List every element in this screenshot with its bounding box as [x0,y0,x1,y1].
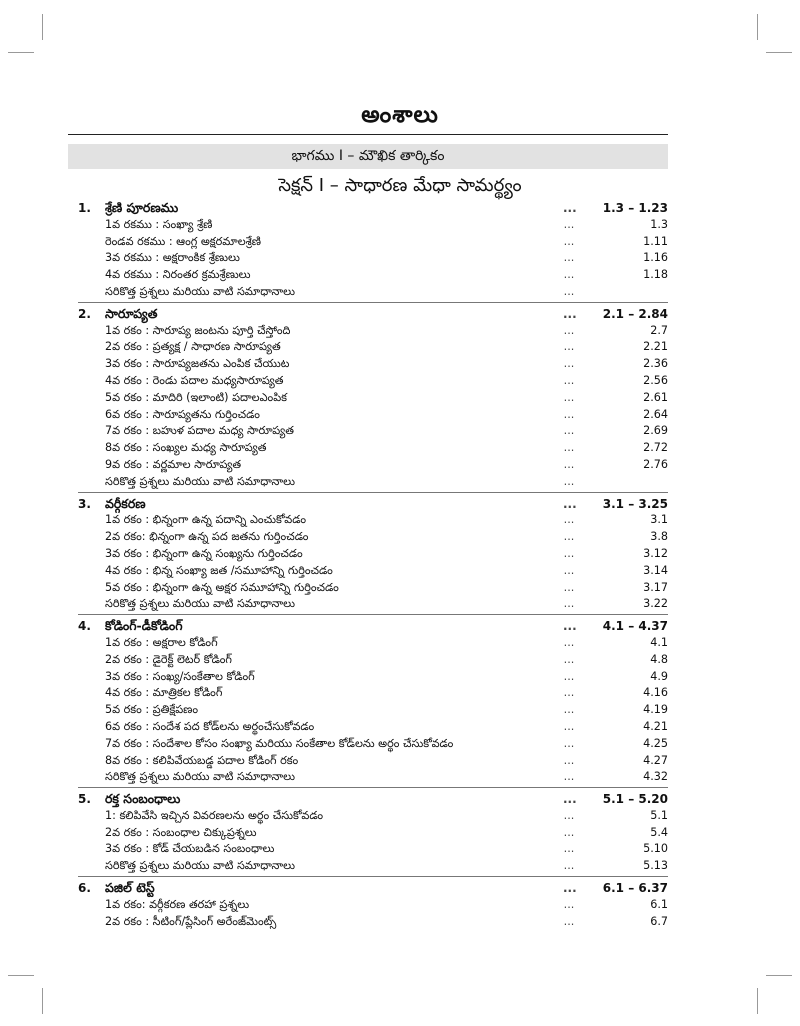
item-page: 2.76 [643,457,668,471]
chapter-page-range: 4.1 – 4.37 [602,619,668,634]
item-title: 7వ రకం : సందేశాల కోసం సంఖ్యా మరియు సంకేతాల కోడ్‌లను అర్థం చేసుకోవడం [105,736,454,750]
item-title: 3వ రకం : సంఖ్య/సంకేతాల కోడింగ్ [105,669,255,683]
item-page: 2.36 [643,357,668,371]
item-title: 6వ రకం : సారూప్యతను గుర్తించడం [105,407,260,421]
crop-mark [8,975,34,976]
chapter-divider [78,302,668,303]
part-heading: భాగము I – మౌఖిక తార్కికం [68,144,668,169]
item-title: 1: కలిపివేసి ఇచ్చిన వివరణలను అర్థం చేసుకోవడం [105,808,324,822]
item-title: 5వ రకం : మాదిరి (ఇలాంటి) పదాలఎంపిక [105,390,288,404]
leader-dots: ... [563,686,575,700]
toc-item-row [78,323,668,340]
leader-dots: ... [563,881,577,896]
leader-dots: ... [563,914,575,928]
toc-item-row [78,635,668,652]
leader-dots: ... [563,652,575,666]
item-title: 6వ రకం : సందేశ పద కోడ్‌లను అర్థంచేసుకోవడం [105,719,315,733]
leader-dots: ... [563,753,575,767]
leader-dots: ... [563,619,577,634]
leader-dots: ... [563,268,575,282]
item-page: 4.16 [643,686,668,700]
chapter-title: వర్గీకరణ [105,495,146,511]
toc-item-row [78,563,668,580]
leader-dots: ... [563,407,575,421]
item-page: 2.56 [643,373,668,387]
item-title: 7వ రకం : బహుళ పదాల మధ్య సారూప్యత [105,424,294,438]
toc-item-row [78,736,668,753]
item-title: 1వ రకం: వర్గీకరణ తరహా ప్రశ్నలు [105,897,250,911]
chapter-number: 2. [78,306,91,321]
item-page: 3.17 [643,580,668,594]
item-title: సరికొత్త ప్రశ్నలు మరియు వాటి సమాధానాలు [105,859,295,873]
crop-mark [42,988,43,1014]
item-title: 1వ రకం : భిన్నంగా ఉన్న పదాన్ని ఎంచుకోవడం [105,513,307,527]
item-title: 5వ రకం : భిన్నంగా ఉన్న అక్షర సమూహాన్ని గుర్తించడం [105,580,339,594]
item-page: 2.7 [650,323,668,337]
item-title: 2వ రకం : డైరెక్ట్ లెటర్ కోడింగ్ [105,652,232,666]
section-heading: సెక్షన్ I – సాధారణ మేధా సామర్థ్యం [278,175,522,196]
leader-dots: ... [563,513,575,527]
toc-item-row [78,474,668,491]
leader-dots: ... [563,546,575,560]
item-title: 5వ రకం : ప్రతిక్షేపణం [105,703,199,717]
item-title: 3వ రకం : కోడ్ చేయబడిన సంబంధాలు [105,842,275,856]
leader-dots: ... [563,597,575,611]
leader-dots: ... [563,808,575,822]
item-page: 4.8 [650,652,668,666]
leader-dots: ... [563,457,575,471]
toc-chapter-row [78,618,668,635]
item-title: 3వ రకం : సారూప్యజతను ఎంపిక చేయుట [105,357,290,371]
item-page: 5.13 [643,859,668,873]
item-page: 6.1 [650,897,668,911]
item-title: 1వ రకము : సంఖ్యా శ్రేణి [105,217,213,231]
toc-item-row [78,546,668,563]
leader-dots: ... [563,897,575,911]
item-page: 3.8 [650,530,668,544]
toc-item-row [78,423,668,440]
chapter-number: 5. [78,792,91,807]
leader-dots: ... [563,703,575,717]
leader-dots: ... [563,736,575,750]
leader-dots: ... [563,474,575,488]
leader-dots: ... [563,635,575,649]
toc-item-row [78,825,668,842]
item-page: 5.10 [643,842,668,856]
leader-dots: ... [563,842,575,856]
item-title: 4వ రకం : రెండు పదాల మధ్యసారూప్యత [105,373,284,387]
toc-item-row [78,841,668,858]
toc-item-row [78,753,668,770]
toc-item-row [78,284,668,301]
leader-dots: ... [563,234,575,248]
toc-item-row [78,652,668,669]
leader-dots: ... [563,563,575,577]
toc-item-row [78,390,668,407]
leader-dots: ... [563,340,575,354]
leader-dots: ... [563,441,575,455]
toc-chapter-row [78,200,668,217]
toc-item-row [78,858,668,875]
item-page: 2.21 [643,340,668,354]
crop-mark [757,988,758,1014]
toc-item-row [78,217,668,234]
toc-chapter-row [78,496,668,513]
item-title: 3వ రకము : అక్షరాంకిక శ్రేణులు [105,251,240,265]
item-title: 2వ రకం: భిన్నంగా ఉన్న పద జతను గుర్తించడం [105,530,309,544]
chapter-divider [78,614,668,615]
toc-item-row [78,719,668,736]
toc-item-row [78,914,668,931]
item-page: 1.16 [643,251,668,265]
toc-chapter-row [78,791,668,808]
item-page: 3.22 [643,597,668,611]
toc-item-row [78,339,668,356]
leader-dots: ... [563,669,575,683]
chapter-number: 3. [78,496,91,511]
item-title: సరికొత్త ప్రశ్నలు మరియు వాటి సమాధానాలు [105,770,295,784]
toc-item-row [78,808,668,825]
item-title: రెండవ రకము : ఆంగ్ల అక్షరమాలశ్రేణి [105,234,262,248]
toc-item-row [78,529,668,546]
chapter-number: 1. [78,201,91,215]
item-page: 2.72 [643,441,668,455]
item-page: 4.27 [643,753,668,767]
item-page: 3.14 [643,563,668,577]
toc-item-row [78,580,668,597]
toc-item-row [78,234,668,251]
chapter-title: కోడింగ్-డీకోడింగ్ [105,618,183,634]
leader-dots: ... [563,496,577,511]
toc-item-row [78,267,668,284]
item-title: 2వ రకం : సంబంధాల చిక్కుప్రశ్నలు [105,825,257,839]
toc-item-row [78,373,668,390]
item-page: 5.1 [650,808,668,822]
item-page: 1.11 [643,234,668,248]
toc-chapter-row [78,880,668,897]
item-page: 2.64 [643,407,668,421]
item-page: 2.61 [643,390,668,404]
toc-item-row [78,457,668,474]
toc-item-row [78,685,668,702]
leader-dots: ... [563,217,575,231]
leader-dots: ... [563,357,575,371]
chapter-divider [78,492,668,493]
chapter-title: సారూప్యత [105,305,158,321]
item-title: 2వ రకం : సీటింగ్/ప్లేసింగ్ అరేంజ్‌మెంట్స్ [105,914,277,928]
crop-mark [8,52,34,53]
item-title: సరికొత్త ప్రశ్నలు మరియు వాటి సమాధానాలు [105,474,295,488]
toc-item-row [78,702,668,719]
toc-item-row [78,897,668,914]
page-title: అంశాలు [361,102,439,128]
leader-dots: ... [563,201,577,215]
leader-dots: ... [563,284,575,298]
crop-mark [766,52,792,53]
item-page: 4.25 [643,736,668,750]
item-page: 3.12 [643,546,668,560]
title-divider [68,134,668,135]
item-title: సరికొత్త ప్రశ్నలు మరియు వాటి సమాధానాలు [105,284,295,298]
crop-mark [42,14,43,40]
item-page: 4.32 [643,770,668,784]
leader-dots: ... [563,580,575,594]
leader-dots: ... [563,825,575,839]
toc-item-row [78,596,668,613]
toc-item-row [78,440,668,457]
item-page: 4.9 [650,669,668,683]
item-page: 4.1 [650,635,668,649]
leader-dots: ... [563,792,577,807]
chapter-title: రక్త సంబంధాలు [105,791,181,807]
toc-chapter-row [78,306,668,323]
item-page: 4.19 [643,703,668,717]
item-title: 4వ రకము : నిరంతర క్రమశ్రేణులు [105,268,251,282]
leader-dots: ... [563,770,575,784]
crop-mark [766,975,792,976]
leader-dots: ... [563,719,575,733]
leader-dots: ... [563,390,575,404]
item-title: 4వ రకం : భిన్న సంఖ్యా జత /సమూహాన్ని గుర్తించడం [105,563,333,577]
item-title: సరికొత్త ప్రశ్నలు మరియు వాటి సమాధానాలు [105,597,295,611]
crop-mark [757,14,758,40]
chapter-title: శ్రేణి పూరణము [105,200,179,215]
leader-dots: ... [563,530,575,544]
item-title: 1వ రకం : సారూప్య జంటను పూర్తి చేస్తోంది [105,323,291,337]
leader-dots: ... [563,323,575,337]
item-page: 1.3 [650,217,668,231]
item-page: 5.4 [650,825,668,839]
leader-dots: ... [563,306,577,321]
toc-item-row [78,356,668,373]
chapter-page-range: 1.3 – 1.23 [602,201,668,215]
item-page: 6.7 [650,914,668,928]
table-of-contents [78,200,668,930]
item-page: 1.18 [643,268,668,282]
item-page: 2.69 [643,424,668,438]
toc-item-row [78,407,668,424]
item-page: 3.1 [650,513,668,527]
leader-dots: ... [563,373,575,387]
item-title: 1వ రకం : అక్షరాల కోడింగ్ [105,635,218,649]
chapter-divider [78,787,668,788]
item-title: 4వ రకం : మాత్రికల కోడింగ్ [105,686,223,700]
leader-dots: ... [563,859,575,873]
chapter-title: పజిల్ టెస్ట్ [105,880,155,896]
chapter-number: 4. [78,619,91,634]
item-title: 9వ రకం : వర్ణమాల సారూప్యత [105,457,242,471]
toc-item-row [78,669,668,686]
chapter-page-range: 3.1 – 3.25 [602,496,668,511]
item-title: 3వ రకం : భిన్నంగా ఉన్న సంఖ్యను గుర్తించడం [105,546,303,560]
toc-item-row [78,250,668,267]
chapter-page-range: 5.1 – 5.20 [602,792,668,807]
chapter-number: 6. [78,881,91,896]
item-title: 8వ రకం : సంఖ్యల మధ్య సారూప్యత [105,441,267,455]
toc-item-row [78,769,668,786]
item-title: 8వ రకం : కలిపివేయబడ్డ పదాల కోడింగ్ రకం [105,753,299,767]
chapter-divider [78,876,668,877]
chapter-page-range: 2.1 – 2.84 [602,306,668,321]
toc-item-row [78,512,668,529]
chapter-page-range: 6.1 – 6.37 [602,881,668,896]
item-page: 4.21 [643,719,668,733]
leader-dots: ... [563,251,575,265]
leader-dots: ... [563,424,575,438]
item-title: 2వ రకం : ప్రత్యక్ష / సాధారణ సారూప్యత [105,340,281,354]
